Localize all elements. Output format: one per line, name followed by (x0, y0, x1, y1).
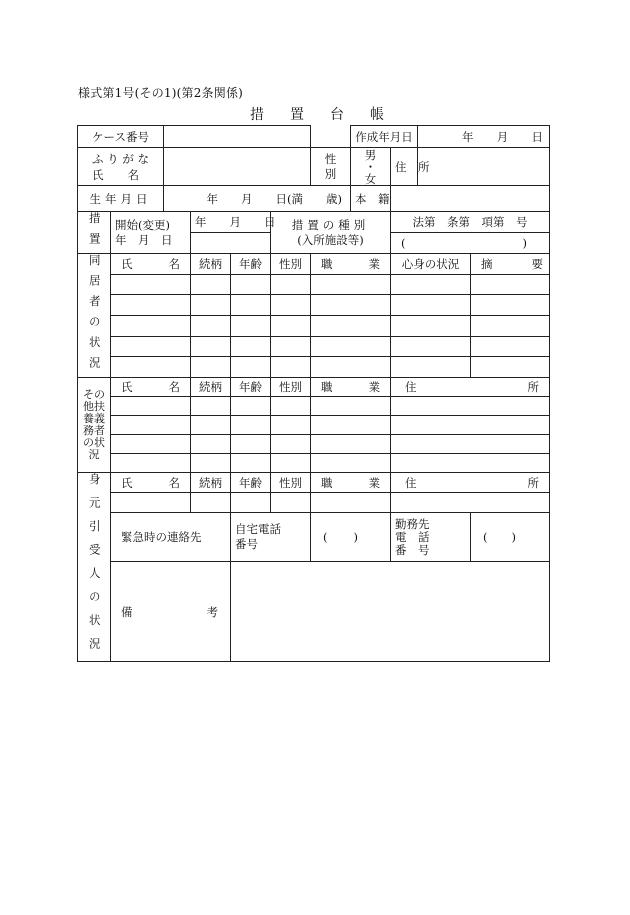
guarantor-label: 身元引受人の状況 (78, 473, 111, 662)
home-phone-label: 自宅電話 番号 (231, 513, 311, 562)
col-address-header: 住 所 (391, 378, 550, 397)
measure-date-extra[interactable] (191, 233, 271, 254)
table-row[interactable] (78, 493, 550, 513)
col-name-header: 氏 名 (111, 254, 191, 275)
sex-options[interactable]: 男 ・ 女 (351, 148, 391, 186)
address-field[interactable] (418, 148, 550, 186)
col-summary-header: 摘 要 (471, 254, 550, 275)
law-article-label: 法第 条第 項第 号 (391, 212, 550, 233)
col-relation-header: 続柄 (191, 254, 231, 275)
table-row[interactable] (78, 454, 550, 473)
col-sex-header: 性別 (271, 378, 311, 397)
table-row[interactable] (78, 435, 550, 454)
col-relation-header: 続柄 (191, 473, 231, 493)
measure-date-field[interactable]: 年 月 日 (191, 212, 271, 233)
work-phone-label: 勤務先 電 話 番 号 (391, 513, 471, 562)
law-article-field[interactable]: ( ) (391, 233, 550, 254)
furigana-label: ふ り が な (92, 151, 149, 166)
birthdate-field[interactable]: 年 月 日(満 歳) (164, 186, 351, 212)
col-address-header: 住 所 (391, 473, 550, 493)
case-number-label: ケース番号 (78, 126, 164, 148)
col-name-header: 氏 名 (111, 473, 191, 493)
measure-type-label: 措置の種別 (入所施設等) (271, 212, 391, 254)
col-age-header: 年齢 (231, 378, 271, 397)
col-condition-header: 心身の状況 (391, 254, 471, 275)
measure-label: 措置 (78, 212, 111, 254)
table-row[interactable] (78, 336, 550, 357)
table-row[interactable] (78, 416, 550, 435)
name-label (78, 148, 164, 186)
month-label: 月 (496, 129, 509, 144)
cohabitants-label: 同居者の状況 (78, 254, 111, 378)
table-row[interactable] (78, 357, 550, 378)
home-phone-field[interactable]: ( ) (311, 513, 391, 562)
sex-label: 性 別 (311, 148, 351, 186)
col-age-header: 年齢 (231, 254, 271, 275)
work-phone-field[interactable]: ( ) (471, 513, 550, 562)
fullname-label: 氏 名 (92, 167, 139, 182)
domicile-label: 本 籍 (351, 186, 391, 212)
emergency-contact-label: 緊急時の連絡先 (111, 513, 231, 562)
col-name-header: 氏 名 (111, 378, 191, 397)
col-sex-header: 性別 (271, 254, 311, 275)
table-row[interactable] (78, 397, 550, 416)
form-number: 様式第1号(その1)(第2条関係) (78, 86, 244, 100)
address-label: 住 所 (391, 148, 418, 186)
created-date-field[interactable] (418, 126, 550, 148)
col-sex-header: 性別 (271, 473, 311, 493)
col-occupation-header: 職 業 (311, 254, 391, 275)
name-field[interactable] (164, 148, 311, 186)
remarks-field[interactable] (231, 562, 550, 662)
dependents-label: その他扶養義務者の状況 (78, 378, 111, 473)
case-number-field[interactable] (164, 126, 311, 148)
col-occupation-header: 職 業 (311, 473, 391, 493)
table-row[interactable] (78, 295, 550, 316)
domicile-field[interactable] (391, 186, 550, 212)
table-row[interactable] (78, 274, 550, 295)
col-age-header: 年齢 (231, 473, 271, 493)
form-title: 措置台帳 (250, 107, 410, 123)
col-occupation-header: 職 業 (311, 378, 391, 397)
remarks-label: 備 考 (111, 562, 231, 662)
day-label: 日 (531, 129, 543, 144)
created-date-label: 作成年月日 (351, 126, 418, 148)
table-row[interactable] (78, 315, 550, 336)
measure-start-label: 開始(変更) 年 月 日 (111, 212, 191, 254)
birthdate-label: 生年月日 (78, 186, 164, 212)
measure-register-table (77, 125, 550, 662)
year-label: 年 (462, 129, 474, 144)
col-relation-header: 続柄 (191, 378, 231, 397)
